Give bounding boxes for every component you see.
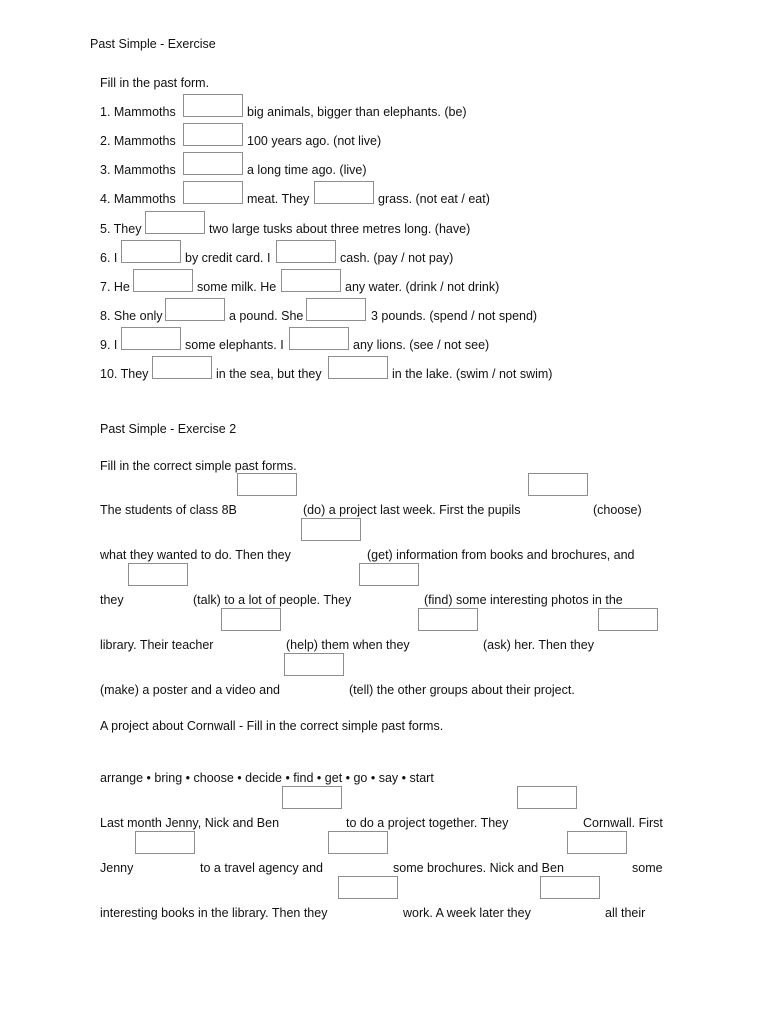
item7-answer-input-2[interactable] [281,269,341,292]
ex3-line2-c: some brochures. Nick and Ben [393,861,564,875]
ex3-line2-d: some [632,861,663,875]
ex2-do-input[interactable] [237,473,297,496]
item9-suffix: any lions. (see / not see) [353,338,490,352]
ex2-line1-a: The students of class 8B [100,503,237,517]
word-bank: arrange • bring • choose • decide • find • get • go • say • start [100,771,434,785]
ex2-help-input[interactable] [221,608,281,631]
item1-prefix: 1. Mammoths [100,105,176,119]
item6-prefix: 6. I [100,251,118,265]
item8-middle: a pound. She [229,309,304,323]
ex2-line4-b: (help) them when they [286,638,410,652]
ex2-tell-input[interactable] [284,653,344,676]
exercise2-title: Past Simple - Exercise 2 [100,422,237,436]
exercise3-title: A project about Cornwall - Fill in the correct simple past forms. [100,719,444,733]
ex3-line1-a: Last month Jenny, Nick and Ben [100,816,280,830]
ex2-line1-c: (choose) [593,503,642,517]
item5-answer-input[interactable] [145,211,205,234]
ex2-get-input[interactable] [301,518,361,541]
item6-answer-input-2[interactable] [276,240,336,263]
ex3-bring-input[interactable] [540,876,600,899]
ex2-line1-b: (do) a project last week. First the pupils [303,503,521,517]
item8-answer-input-1[interactable] [165,298,225,321]
item7-middle: some milk. He [197,280,277,294]
item5-prefix: 5. They [100,222,142,236]
exercise2-instruction: Fill in the correct simple past forms. [100,459,297,473]
item10-prefix: 10. They [100,367,149,381]
ex2-line5-a: (make) a poster and a video and [100,683,280,697]
item7-suffix: any water. (drink / not drink) [345,280,500,294]
item4-suffix: grass. (not eat / eat) [378,192,490,206]
item9-answer-input-1[interactable] [121,327,181,350]
ex3-line1-c: Cornwall. First [583,816,663,830]
item7-prefix: 7. He [100,280,130,294]
ex3-get-input[interactable] [328,831,388,854]
ex2-line2-a: what they wanted to do. Then they [100,548,291,562]
item4-answer-input-1[interactable] [183,181,243,204]
ex3-choose-input[interactable] [517,786,577,809]
item4-answer-input-2[interactable] [314,181,374,204]
ex2-ask-input[interactable] [418,608,478,631]
item7-answer-input-1[interactable] [133,269,193,292]
item9-middle: some elephants. I [185,338,284,352]
ex3-line2-b: to a travel agency and [200,861,323,875]
exercise1-title: Past Simple - Exercise [90,37,216,51]
item8-suffix: 3 pounds. (spend / not spend) [371,309,538,323]
item4-middle: meat. They [247,192,310,206]
item8-answer-input-2[interactable] [306,298,366,321]
ex2-find-input[interactable] [359,563,419,586]
item1-answer-input[interactable] [183,94,243,117]
item3-answer-input[interactable] [183,152,243,175]
ex3-line3-a: interesting books in the library. Then they [100,906,328,920]
ex2-line4-c: (ask) her. Then they [483,638,594,652]
item10-suffix: in the lake. (swim / not swim) [392,367,553,381]
ex2-line3-c: (find) some interesting photos in the [424,593,623,607]
ex3-line3-c: all their [605,906,646,920]
item8-prefix: 8. She only [100,309,163,323]
item5-suffix: two large tusks about three metres long. (have) [209,222,471,236]
ex2-talk-input[interactable] [128,563,188,586]
ex3-line2-a: Jenny [100,861,134,875]
ex2-line4-a: library. Their teacher [100,638,214,652]
item2-suffix: 100 years ago. (not live) [247,134,382,148]
ex2-choose-input[interactable] [528,473,588,496]
ex2-line3-b: (talk) to a lot of people. They [193,593,352,607]
ex3-go-input[interactable] [135,831,195,854]
item1-suffix: big animals, bigger than elephants. (be) [247,105,467,119]
ex2-line2-b: (get) information from books and brochures, and [367,548,635,562]
item9-prefix: 9. I [100,338,118,352]
item4-prefix: 4. Mammoths [100,192,176,206]
item3-suffix: a long time ago. (live) [247,163,367,177]
ex3-find-input[interactable] [567,831,627,854]
ex3-line1-b: to do a project together. They [346,816,509,830]
item10-middle: in the sea, but they [216,367,322,381]
ex3-line3-b: work. A week later they [403,906,531,920]
ex3-start-input[interactable] [338,876,398,899]
item6-middle: by credit card. I [185,251,271,265]
item6-answer-input-1[interactable] [121,240,181,263]
ex2-line5-b: (tell) the other groups about their project. [349,683,575,697]
ex2-make-input[interactable] [598,608,658,631]
item3-prefix: 3. Mammoths [100,163,176,177]
ex3-decide-input[interactable] [282,786,342,809]
item6-suffix: cash. (pay / not pay) [340,251,454,265]
item10-answer-input-1[interactable] [152,356,212,379]
exercise1-instruction: Fill in the past form. [100,76,210,90]
item2-answer-input[interactable] [183,123,243,146]
item9-answer-input-2[interactable] [289,327,349,350]
item2-prefix: 2. Mammoths [100,134,176,148]
ex2-line3-a: they [100,593,124,607]
item10-answer-input-2[interactable] [328,356,388,379]
